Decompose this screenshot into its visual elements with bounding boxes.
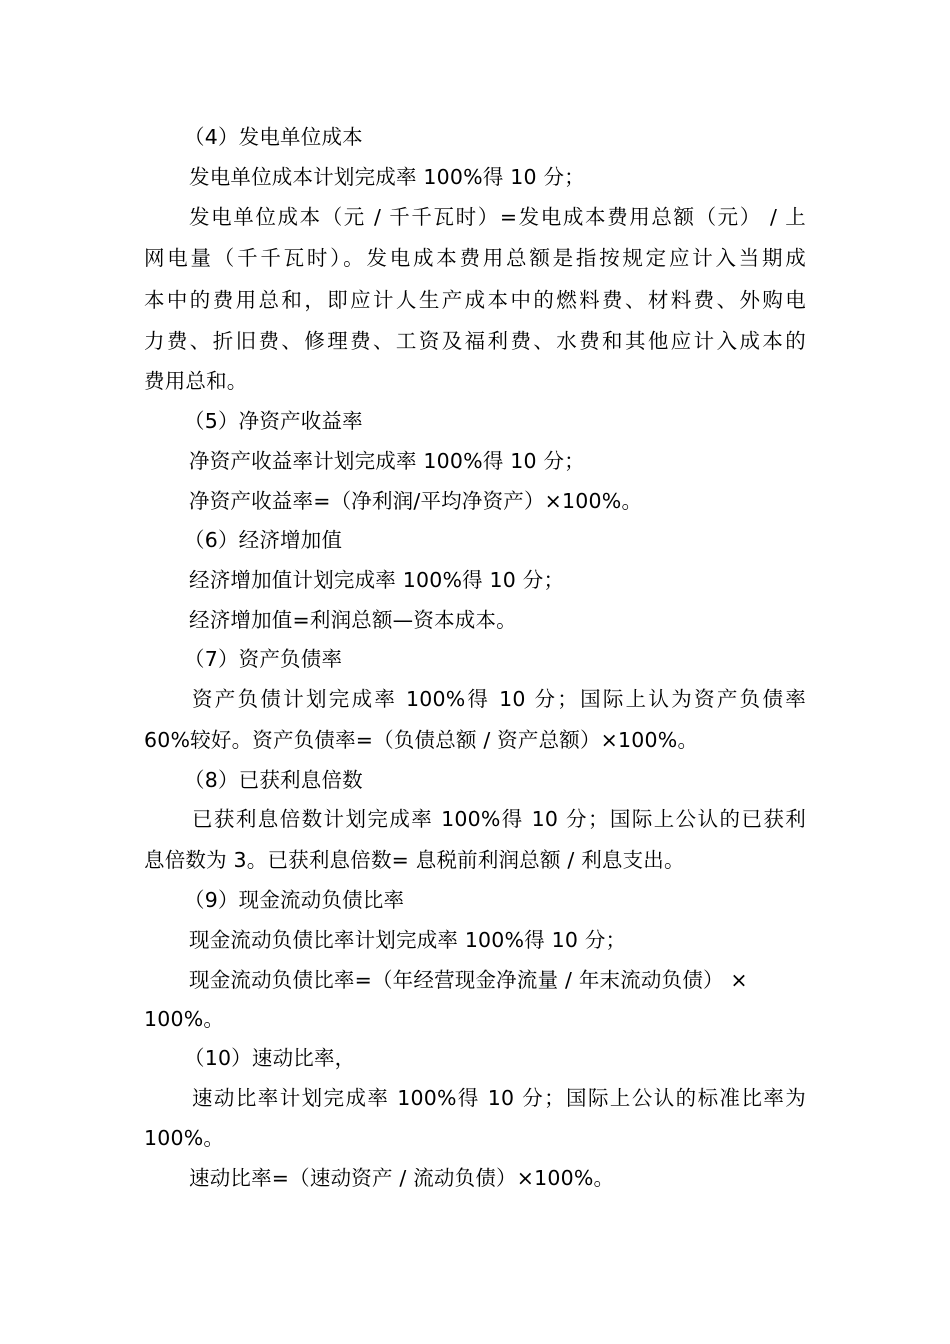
paragraph-line: 经济增加值=利润总额—资本成本。 bbox=[189, 608, 517, 632]
paragraph-line: 本中的费用总和，即应计人生产成本中的燃料费、材料费、外购电 bbox=[144, 288, 806, 312]
paragraph-line: 净资产收益率=（净利润/平均净资产）×100%。 bbox=[189, 489, 643, 513]
paragraph-line: 速动比率计划完成率 100%得 10 分；国际上公认的标准比率为 bbox=[192, 1086, 806, 1110]
paragraph-line: 费用总和。 bbox=[144, 369, 248, 393]
paragraph-line: 净资产收益率计划完成率 100%得 10 分； bbox=[189, 449, 585, 473]
paragraph-line: 已获利息倍数计划完成率 100%得 10 分；国际上公认的已获利 bbox=[192, 807, 806, 831]
section-heading-6: （6）经济增加值 bbox=[184, 528, 343, 552]
section-heading-9: （9）现金流动负债比率 bbox=[184, 888, 405, 912]
section-heading-7: （7）资产负债率 bbox=[184, 647, 343, 671]
paragraph-line: 100%。 bbox=[144, 1007, 225, 1031]
section-heading-4: （4）发电单位成本 bbox=[184, 125, 363, 149]
paragraph-line: 现金流动负债比率=（年经营现金净流量 / 年末流动负债） × bbox=[189, 968, 748, 992]
section-heading-8: （8）已获利息倍数 bbox=[184, 768, 363, 792]
paragraph-line: 速动比率=（速动资产 / 流动负债）×100%。 bbox=[189, 1166, 615, 1190]
paragraph-line: 经济增加值计划完成率 100%得 10 分； bbox=[189, 568, 565, 592]
paragraph-line: 60%较好。资产负债率=（负债总额 / 资产总额）×100%。 bbox=[144, 728, 699, 752]
paragraph-line: 100%。 bbox=[144, 1126, 225, 1150]
paragraph-line: 资产负债计划完成率 100%得 10 分；国际上认为资产负债率 bbox=[192, 687, 806, 711]
paragraph-line: 发电单位成本（元 / 千千瓦时）=发电成本费用总额（元） / 上 bbox=[189, 205, 806, 229]
paragraph-line: 现金流动负债比率计划完成率 100%得 10 分； bbox=[189, 928, 627, 952]
paragraph-line: 息倍数为 3。已获利息倍数= 息税前利润总额 / 利息支出。 bbox=[144, 848, 685, 872]
section-heading-5: （5）净资产收益率 bbox=[184, 409, 363, 433]
paragraph-line: 网电量（千千瓦时）。发电成本费用总额是指按规定应计入当期成 bbox=[144, 246, 806, 270]
paragraph-line: 发电单位成本计划完成率 100%得 10 分； bbox=[189, 165, 585, 189]
section-heading-10: （10）速动比率， bbox=[184, 1046, 356, 1070]
paragraph-line: 力费、折旧费、修理费、工资及福利费、水费和其他应计入成本的 bbox=[144, 329, 806, 353]
